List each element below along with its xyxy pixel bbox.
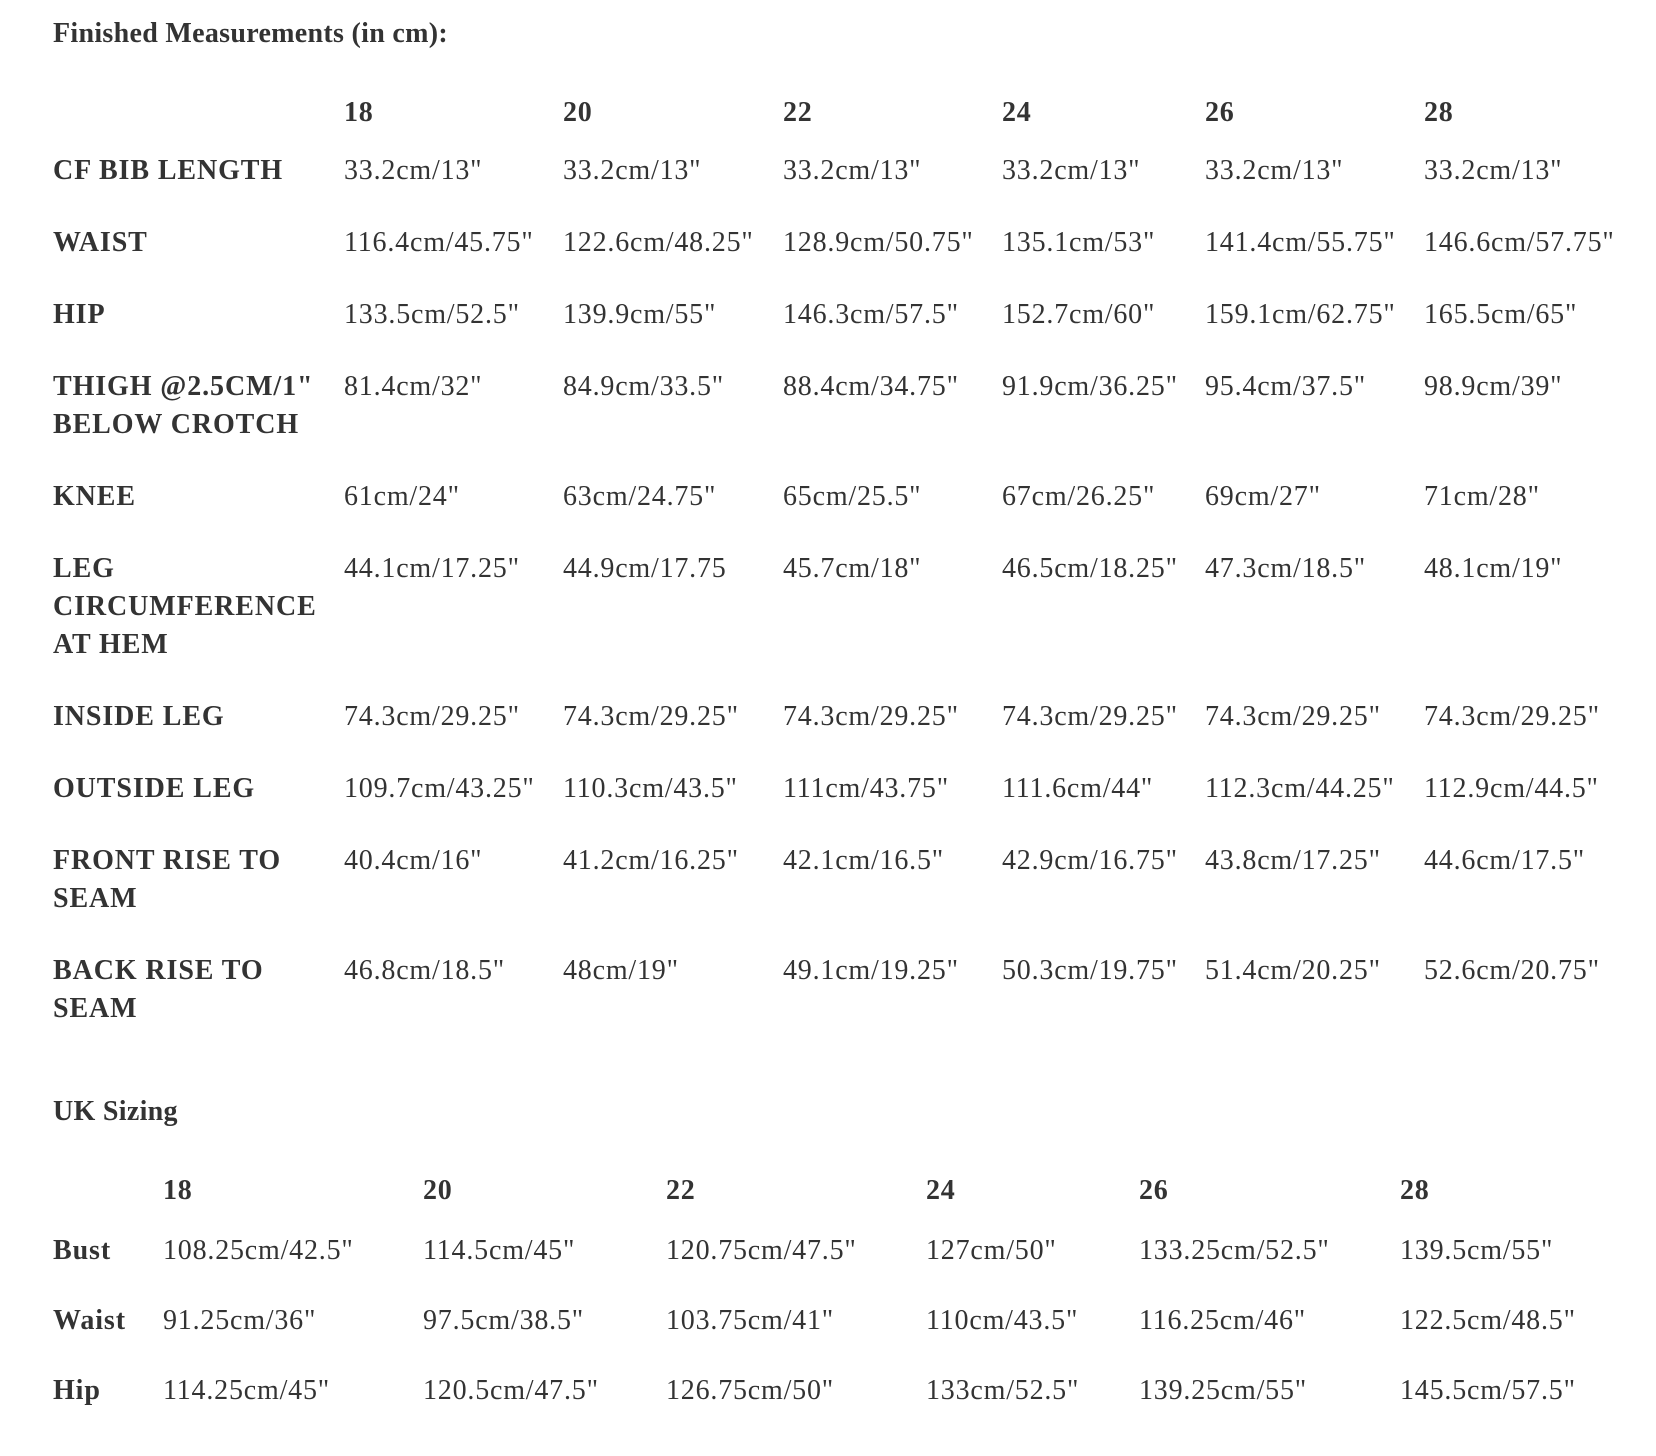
table-row: [53, 952, 1613, 1062]
header-corner: [53, 1172, 163, 1232]
measurement-cell: 146.6cm/57.75": [1424, 227, 1615, 258]
measurement-cell: 48.1cm/19": [1424, 553, 1563, 584]
measurement-cell: 109.7cm/43.25": [344, 773, 535, 804]
table-row: [53, 842, 1613, 952]
measurement-cell: 103.75cm/41": [666, 1305, 835, 1336]
row-label: HIP: [53, 299, 106, 330]
measurement-cell: 74.3cm/29.25": [563, 701, 739, 732]
measurement-cell: 110cm/43.5": [926, 1305, 1079, 1336]
measurement-cell: 74.3cm/29.25": [1002, 701, 1178, 732]
measurement-cell: 52.6cm/20.75": [1424, 955, 1600, 986]
row-label: OUTSIDE LEG: [53, 773, 256, 804]
measurement-cell: 71cm/28": [1424, 481, 1540, 512]
size-header: 20: [423, 1175, 453, 1206]
size-header: 28: [1424, 97, 1454, 128]
measurement-cell: 33.2cm/13": [563, 155, 702, 186]
table-row: [53, 1302, 1613, 1372]
size-header-row: [53, 1172, 1613, 1232]
row-label: LEG CIRCUMFERENCE AT HEM: [53, 553, 317, 660]
table-row: [53, 550, 1613, 698]
measurement-cell: 146.3cm/57.5": [783, 299, 959, 330]
measurement-cell: 133cm/52.5": [926, 1375, 1080, 1406]
size-header: 18: [163, 1175, 193, 1206]
measurement-cell: 114.25cm/45": [163, 1375, 330, 1406]
measurement-cell: 33.2cm/13": [1424, 155, 1563, 186]
measurement-cell: 139.5cm/55": [1400, 1235, 1554, 1266]
row-label: WAIST: [53, 227, 148, 258]
measurement-cell: 97.5cm/38.5": [423, 1305, 585, 1336]
measurement-cell: 120.5cm/47.5": [423, 1375, 599, 1406]
measurement-cell: 81.4cm/32": [344, 371, 483, 402]
uk-sizing-table: [53, 1172, 1613, 1442]
measurement-cell: 145.5cm/57.5": [1400, 1375, 1576, 1406]
measurement-cell: 33.2cm/13": [783, 155, 922, 186]
measurement-cell: 112.9cm/44.5": [1424, 773, 1599, 804]
measurement-cell: 111.6cm/44": [1002, 773, 1154, 804]
row-label: FRONT RISE TO SEAM: [53, 845, 282, 914]
measurement-cell: 110.3cm/43.5": [563, 773, 738, 804]
measurement-cell: 40.4cm/16": [344, 845, 483, 876]
row-label: Waist: [53, 1305, 126, 1336]
measurement-cell: 159.1cm/62.75": [1205, 299, 1396, 330]
measurement-cell: 133.5cm/52.5": [344, 299, 520, 330]
measurement-cell: 127cm/50": [926, 1235, 1057, 1266]
row-label: THIGH @2.5CM/1" BELOW CROTCH: [53, 371, 314, 440]
measurement-cell: 49.1cm/19.25": [783, 955, 959, 986]
measurement-cell: 126.75cm/50": [666, 1375, 835, 1406]
size-header: 24: [1002, 97, 1032, 128]
measurement-cell: 33.2cm/13": [344, 155, 483, 186]
measurement-cell: 42.1cm/16.5": [783, 845, 945, 876]
measurement-cell: 45.7cm/18": [783, 553, 922, 584]
measurement-cell: 69cm/27": [1205, 481, 1321, 512]
size-header: 22: [666, 1175, 696, 1206]
measurement-cell: 139.25cm/55": [1139, 1375, 1308, 1406]
measurement-cell: 108.25cm/42.5": [163, 1235, 354, 1266]
measurement-cell: 88.4cm/34.75": [783, 371, 959, 402]
header-corner: [53, 94, 344, 152]
finished-measurements-heading: Finished Measurements (in cm):: [53, 18, 448, 49]
measurement-cell: 116.25cm/46": [1139, 1305, 1306, 1336]
table-row: [53, 152, 1613, 224]
size-header: 20: [563, 97, 593, 128]
measurement-cell: 47.3cm/18.5": [1205, 553, 1367, 584]
measurement-cell: 48cm/19": [563, 955, 679, 986]
measurement-cell: 74.3cm/29.25": [1205, 701, 1381, 732]
measurement-cell: 116.4cm/45.75": [344, 227, 534, 258]
measurement-cell: 33.2cm/13": [1002, 155, 1141, 186]
measurement-cell: 44.6cm/17.5": [1424, 845, 1586, 876]
measurement-cell: 133.25cm/52.5": [1139, 1235, 1330, 1266]
measurement-cell: 33.2cm/13": [1205, 155, 1344, 186]
table-row: [53, 698, 1613, 770]
measurement-cell: 122.6cm/48.25": [563, 227, 754, 258]
table-row: [53, 770, 1613, 842]
size-header: 18: [344, 97, 374, 128]
measurement-cell: 98.9cm/39": [1424, 371, 1563, 402]
row-label: Bust: [53, 1235, 112, 1266]
measurement-cell: 41.2cm/16.25": [563, 845, 739, 876]
row-label: Hip: [53, 1375, 101, 1406]
finished-measurements-table: [53, 94, 1613, 1062]
size-header: 26: [1139, 1175, 1169, 1206]
measurement-cell: 141.4cm/55.75": [1205, 227, 1396, 258]
table-row: [53, 1372, 1613, 1442]
measurement-cell: 42.9cm/16.75": [1002, 845, 1178, 876]
measurement-cell: 44.1cm/17.25": [344, 553, 520, 584]
table-row: [53, 368, 1613, 478]
measurement-cell: 65cm/25.5": [783, 481, 922, 512]
row-label: INSIDE LEG: [53, 701, 225, 732]
row-label: KNEE: [53, 481, 136, 512]
uk-sizing-heading: UK Sizing: [53, 1096, 178, 1127]
size-header: 24: [926, 1175, 956, 1206]
measurement-cell: 135.1cm/53": [1002, 227, 1156, 258]
measurement-cell: 112.3cm/44.25": [1205, 773, 1395, 804]
measurement-cell: 74.3cm/29.25": [1424, 701, 1600, 732]
row-label: CF BIB LENGTH: [53, 155, 284, 186]
size-header: 22: [783, 97, 813, 128]
measurement-cell: 84.9cm/33.5": [563, 371, 725, 402]
size-header-row: [53, 94, 1613, 152]
measurement-cell: 165.5cm/65": [1424, 299, 1578, 330]
measurement-cell: 91.9cm/36.25": [1002, 371, 1178, 402]
measurement-cell: 67cm/26.25": [1002, 481, 1156, 512]
measurement-cell: 51.4cm/20.25": [1205, 955, 1381, 986]
measurement-cell: 120.75cm/47.5": [666, 1235, 857, 1266]
measurement-cell: 44.9cm/17.75: [563, 553, 727, 584]
measurement-cell: 95.4cm/37.5": [1205, 371, 1367, 402]
size-header: 28: [1400, 1175, 1430, 1206]
measurement-cell: 114.5cm/45": [423, 1235, 576, 1266]
measurement-cell: 139.9cm/55": [563, 299, 717, 330]
table-row: [53, 296, 1613, 368]
table-row: [53, 1232, 1613, 1302]
measurement-cell: 46.8cm/18.5": [344, 955, 506, 986]
measurement-cell: 111cm/43.75": [783, 773, 949, 804]
table-row: [53, 478, 1613, 550]
measurement-cell: 74.3cm/29.25": [344, 701, 520, 732]
row-label: BACK RISE TO SEAM: [53, 955, 264, 1024]
table-row: [53, 224, 1613, 296]
measurement-cell: 74.3cm/29.25": [783, 701, 959, 732]
measurement-cell: 122.5cm/48.5": [1400, 1305, 1576, 1336]
measurement-cell: 43.8cm/17.25": [1205, 845, 1381, 876]
measurement-cell: 61cm/24": [344, 481, 460, 512]
measurement-cell: 46.5cm/18.25": [1002, 553, 1178, 584]
measurement-cell: 152.7cm/60": [1002, 299, 1156, 330]
measurement-cell: 63cm/24.75": [563, 481, 717, 512]
measurement-cell: 128.9cm/50.75": [783, 227, 974, 258]
measurement-cell: 91.25cm/36": [163, 1305, 317, 1336]
size-header: 26: [1205, 97, 1235, 128]
measurement-cell: 50.3cm/19.75": [1002, 955, 1178, 986]
